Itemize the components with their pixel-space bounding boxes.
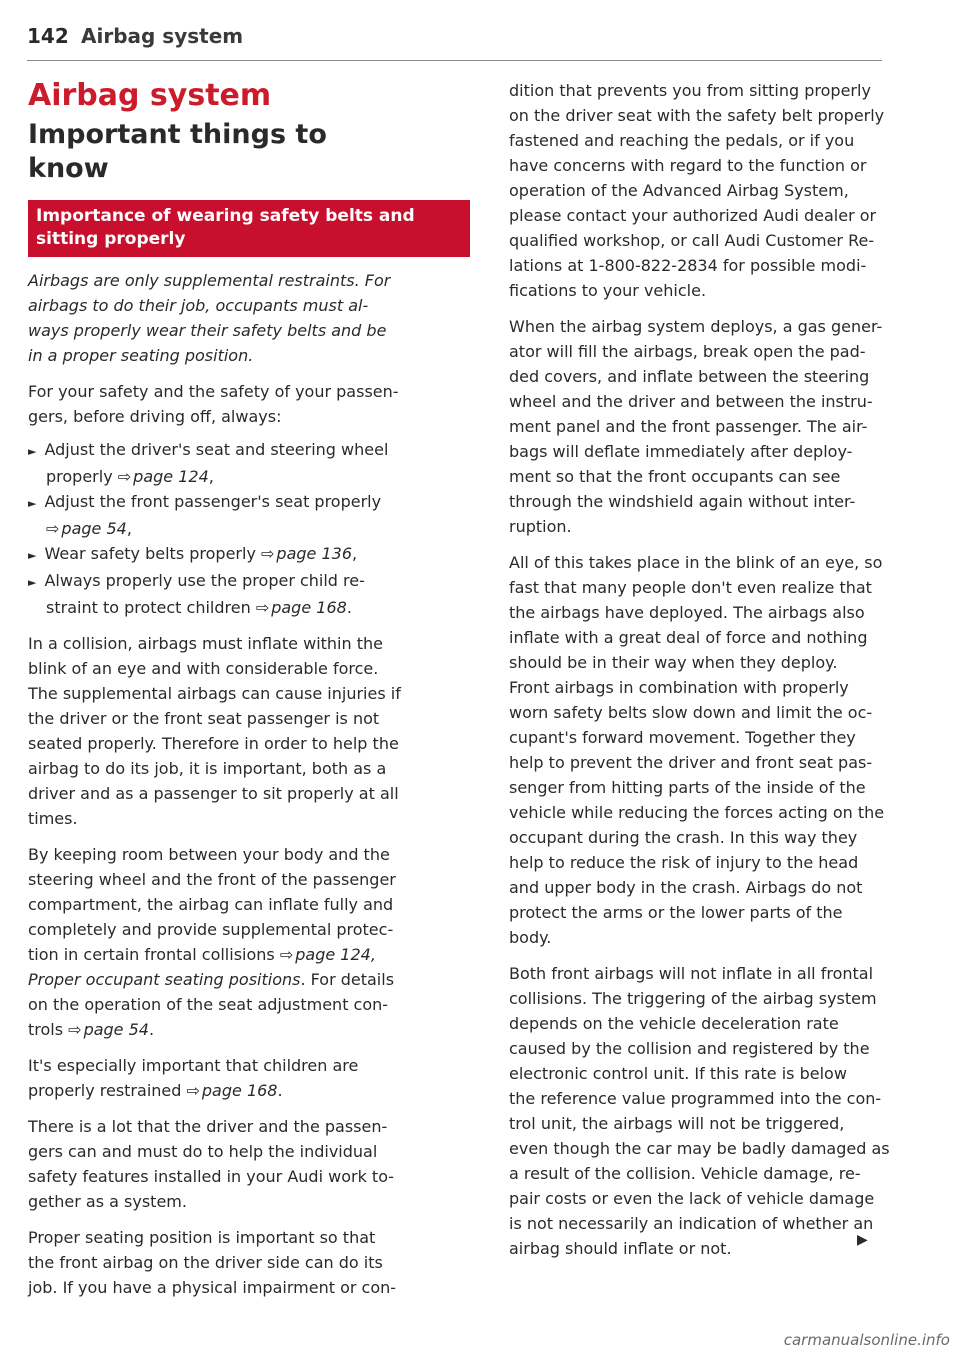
- text-line: operation of the Advanced Airbag System,: [509, 181, 849, 200]
- text-line: wheel and the driver and between the instru-: [509, 392, 873, 411]
- system-paragraph: [28, 1114, 470, 1214]
- text-line: is not necessarily an indication of whether an: [509, 1214, 874, 1233]
- text-line: have concerns with regard to the function or: [509, 156, 867, 175]
- text-line: airbag to do its job, it is important, both as a: [28, 759, 387, 778]
- text-line: gether as a system.: [28, 1192, 187, 1211]
- text-line: airbag should inflate or not.: [509, 1239, 732, 1258]
- list-item: [28, 437, 470, 489]
- text-line: times.: [28, 809, 78, 828]
- trigger-paragraph: [509, 961, 890, 1261]
- collision-paragraph: [28, 631, 470, 831]
- section-reference-link[interactable]: Proper occupant seating positions: [28, 970, 301, 989]
- text-line: All of this takes place in the blink of an eye, so: [509, 553, 883, 572]
- room-paragraph: [28, 842, 470, 1042]
- text-line: properly restrained ⇨ page 168.: [28, 1081, 283, 1100]
- text-line: For your safety and the safety of your passen-: [28, 382, 399, 401]
- bullet-arrow-icon: ►: [28, 576, 37, 589]
- list-item: [28, 568, 470, 620]
- text-line: completely and provide supplemental protec-: [28, 920, 394, 939]
- blink-paragraph: [509, 550, 883, 950]
- section-heading-line: Important things to: [28, 119, 327, 150]
- text-line: help to reduce the risk of injury to the head: [509, 853, 859, 872]
- page-ref-arrow-icon: ⇨: [186, 1081, 200, 1100]
- page-reference-link[interactable]: page 136: [276, 544, 352, 563]
- banner-line: sitting properly: [36, 229, 186, 249]
- text-line: Proper seating position is important so that: [28, 1228, 376, 1247]
- text-line: the front airbag on the driver side can do its: [28, 1253, 383, 1272]
- section-heading-line: know: [28, 153, 109, 184]
- page-ref-arrow-icon: ⇨: [46, 519, 60, 538]
- text-line: driver and as a passenger to sit properly at all: [28, 784, 399, 803]
- page-ref-arrow-icon: ⇨: [68, 1020, 82, 1039]
- text-line: fast that many people don't even realize that: [509, 578, 872, 597]
- page-reference-link[interactable]: page 124: [133, 467, 209, 486]
- text-line: fastened and reaching the pedals, or if you: [509, 131, 855, 150]
- text-line: pair costs or even the lack of vehicle damage: [509, 1189, 875, 1208]
- text-line: bags will deflate immediately after deploy-: [509, 442, 853, 461]
- lead-paragraph: [28, 379, 470, 429]
- text-line: body.: [509, 928, 552, 947]
- text-line: lations at 1-800-822-2834 for possible modi-: [509, 256, 867, 275]
- text-line: inflate with a great deal of force and nothing: [509, 628, 868, 647]
- text-line: tion in certain frontal collisions ⇨ page 124,: [28, 945, 376, 964]
- text-line: compartment, the airbag can inflate fully and: [28, 895, 394, 914]
- text-line: Front airbags in combination with properly: [509, 678, 849, 697]
- text-line: ► Always properly use the proper child re-: [28, 568, 470, 595]
- text-line: please contact your authorized Audi dealer or: [509, 206, 877, 225]
- right-column: [509, 78, 890, 1261]
- text-line: ded covers, and inflate between the steering: [509, 367, 870, 386]
- text-line: protect the arms or the lower parts of the: [509, 903, 843, 922]
- page-reference-link[interactable]: page 168: [271, 598, 347, 617]
- text-line: Airbags are only supplemental restraints. For: [28, 271, 391, 290]
- continued-arrow-icon: ▶: [857, 1232, 868, 1248]
- running-section-title: Airbag system: [81, 24, 244, 48]
- page-ref-arrow-icon: ⇨: [255, 598, 270, 617]
- text-line: Both front airbags will not inflate in all frontal: [509, 964, 874, 983]
- text-line: trol unit, the airbags will not be triggered,: [509, 1114, 845, 1133]
- text-line: on the operation of the seat adjustment con-: [28, 995, 389, 1014]
- list-item: [28, 489, 470, 541]
- text-line: safety features installed in your Audi work to-: [28, 1167, 395, 1186]
- text-line: ator will fill the airbags, break open the pad-: [509, 342, 866, 361]
- text-line: ► Adjust the driver's seat and steering wheel: [28, 437, 470, 464]
- text-line: blink of an eye and with considerable force.: [28, 659, 379, 678]
- bullet-arrow-icon: ►: [28, 497, 37, 510]
- page-ref-arrow-icon: ⇨: [279, 945, 294, 964]
- text-line: In a collision, airbags must inflate within the: [28, 634, 383, 653]
- list-item: [28, 541, 470, 568]
- text-line: ruption.: [509, 517, 572, 536]
- text-line: a result of the collision. Vehicle damage, re-: [509, 1164, 861, 1183]
- text-line: ► Wear safety belts properly ⇨ page 136,: [28, 541, 470, 568]
- modifications-paragraph: [509, 78, 883, 303]
- page-reference-link[interactable]: page 168: [201, 1081, 278, 1100]
- page-reference-link[interactable]: page 54: [61, 519, 127, 538]
- text-line: qualified workshop, or call Audi Customer Re-: [509, 231, 875, 250]
- text-line: seated properly. Therefore in order to help the: [28, 734, 399, 753]
- page-ref-arrow-icon: ⇨: [117, 467, 132, 486]
- watermark: carmanualsonline.info: [783, 1331, 950, 1349]
- chapter-title: Airbag system: [28, 78, 272, 113]
- text-line: job. If you have a physical impairment or con-: [28, 1278, 397, 1297]
- children-paragraph: [28, 1053, 470, 1103]
- text-line: Proper occupant seating positions. For details: [28, 970, 395, 989]
- page-number: 142: [27, 24, 69, 48]
- text-line: senger from hitting parts of the inside of the: [509, 778, 866, 797]
- text-line: should be in their way when they deploy.: [509, 653, 838, 672]
- topic-banner: [28, 200, 470, 257]
- bullet-arrow-icon: ►: [28, 445, 37, 458]
- text-line: The supplemental airbags can cause injuries if: [28, 684, 401, 703]
- text-line: the airbags have deployed. The airbags also: [509, 603, 865, 622]
- text-line: gers can and must do to help the individual: [28, 1142, 378, 1161]
- text-line: through the windshield again without inter-: [509, 492, 856, 511]
- text-line: ment panel and the front passenger. The air-: [509, 417, 868, 436]
- page-ref-arrow-icon: ⇨: [261, 544, 275, 563]
- text-line: ment so that the front occupants can see: [509, 467, 841, 486]
- text-line: dition that prevents you from sitting properly: [509, 81, 871, 100]
- bullet-arrow-icon: ►: [28, 549, 37, 562]
- text-line: ways properly wear their safety belts and be: [28, 321, 387, 340]
- text-line: fications to your vehicle.: [509, 281, 707, 300]
- text-line: By keeping room between your body and the: [28, 845, 390, 864]
- text-line: the reference value programmed into the con-: [509, 1089, 882, 1108]
- text-line: even though the car may be badly damaged as: [509, 1139, 890, 1158]
- section-heading: [28, 118, 470, 186]
- text-line: help to prevent the driver and front seat pas-: [509, 753, 873, 772]
- text-line: trols ⇨ page 54.: [28, 1020, 155, 1039]
- text-line: straint to protect children ⇨ page 168.: [46, 598, 352, 617]
- text-line: ► Adjust the front passenger's seat properly: [28, 489, 470, 516]
- intro-paragraph: [28, 268, 470, 368]
- deploy-paragraph: [509, 314, 883, 539]
- text-line: and upper body in the crash. Airbags do not: [509, 878, 863, 897]
- text-line: vehicle while reducing the forces acting on the: [509, 803, 885, 822]
- text-line: worn safety belts slow down and limit the oc-: [509, 703, 873, 722]
- page-header: [27, 24, 882, 61]
- text-line: collisions. The triggering of the airbag system: [509, 989, 877, 1008]
- left-column: [28, 78, 470, 1300]
- seating-paragraph: [28, 1225, 470, 1300]
- text-line: occupant during the crash. In this way they: [509, 828, 858, 847]
- checklist: [28, 437, 470, 620]
- text-line: caused by the collision and registered by the: [509, 1039, 870, 1058]
- text-line: gers, before driving off, always:: [28, 407, 282, 426]
- text-line: When the airbag system deploys, a gas gener-: [509, 317, 883, 336]
- text-line: airbags to do their job, occupants must al-: [28, 296, 369, 315]
- text-line: the driver or the front seat passenger is not: [28, 709, 380, 728]
- text-line: There is a lot that the driver and the passen-: [28, 1117, 388, 1136]
- text-line: in a proper seating position.: [28, 346, 254, 365]
- text-line: on the driver seat with the safety belt properly: [509, 106, 885, 125]
- text-line: electronic control unit. If this rate is below: [509, 1064, 847, 1083]
- text-line: ⇨ page 54,: [46, 519, 132, 538]
- page-reference-link[interactable]: page 54: [83, 1020, 149, 1039]
- text-line: steering wheel and the front of the passenger: [28, 870, 396, 889]
- page-reference-link[interactable]: page 124,: [295, 945, 376, 964]
- text-line: depends on the vehicle deceleration rate: [509, 1014, 839, 1033]
- text-line: properly ⇨ page 124,: [46, 467, 214, 486]
- text-line: It's especially important that children are: [28, 1056, 359, 1075]
- text-line: cupant's forward movement. Together they: [509, 728, 856, 747]
- banner-line: Importance of wearing safety belts and: [36, 206, 415, 226]
